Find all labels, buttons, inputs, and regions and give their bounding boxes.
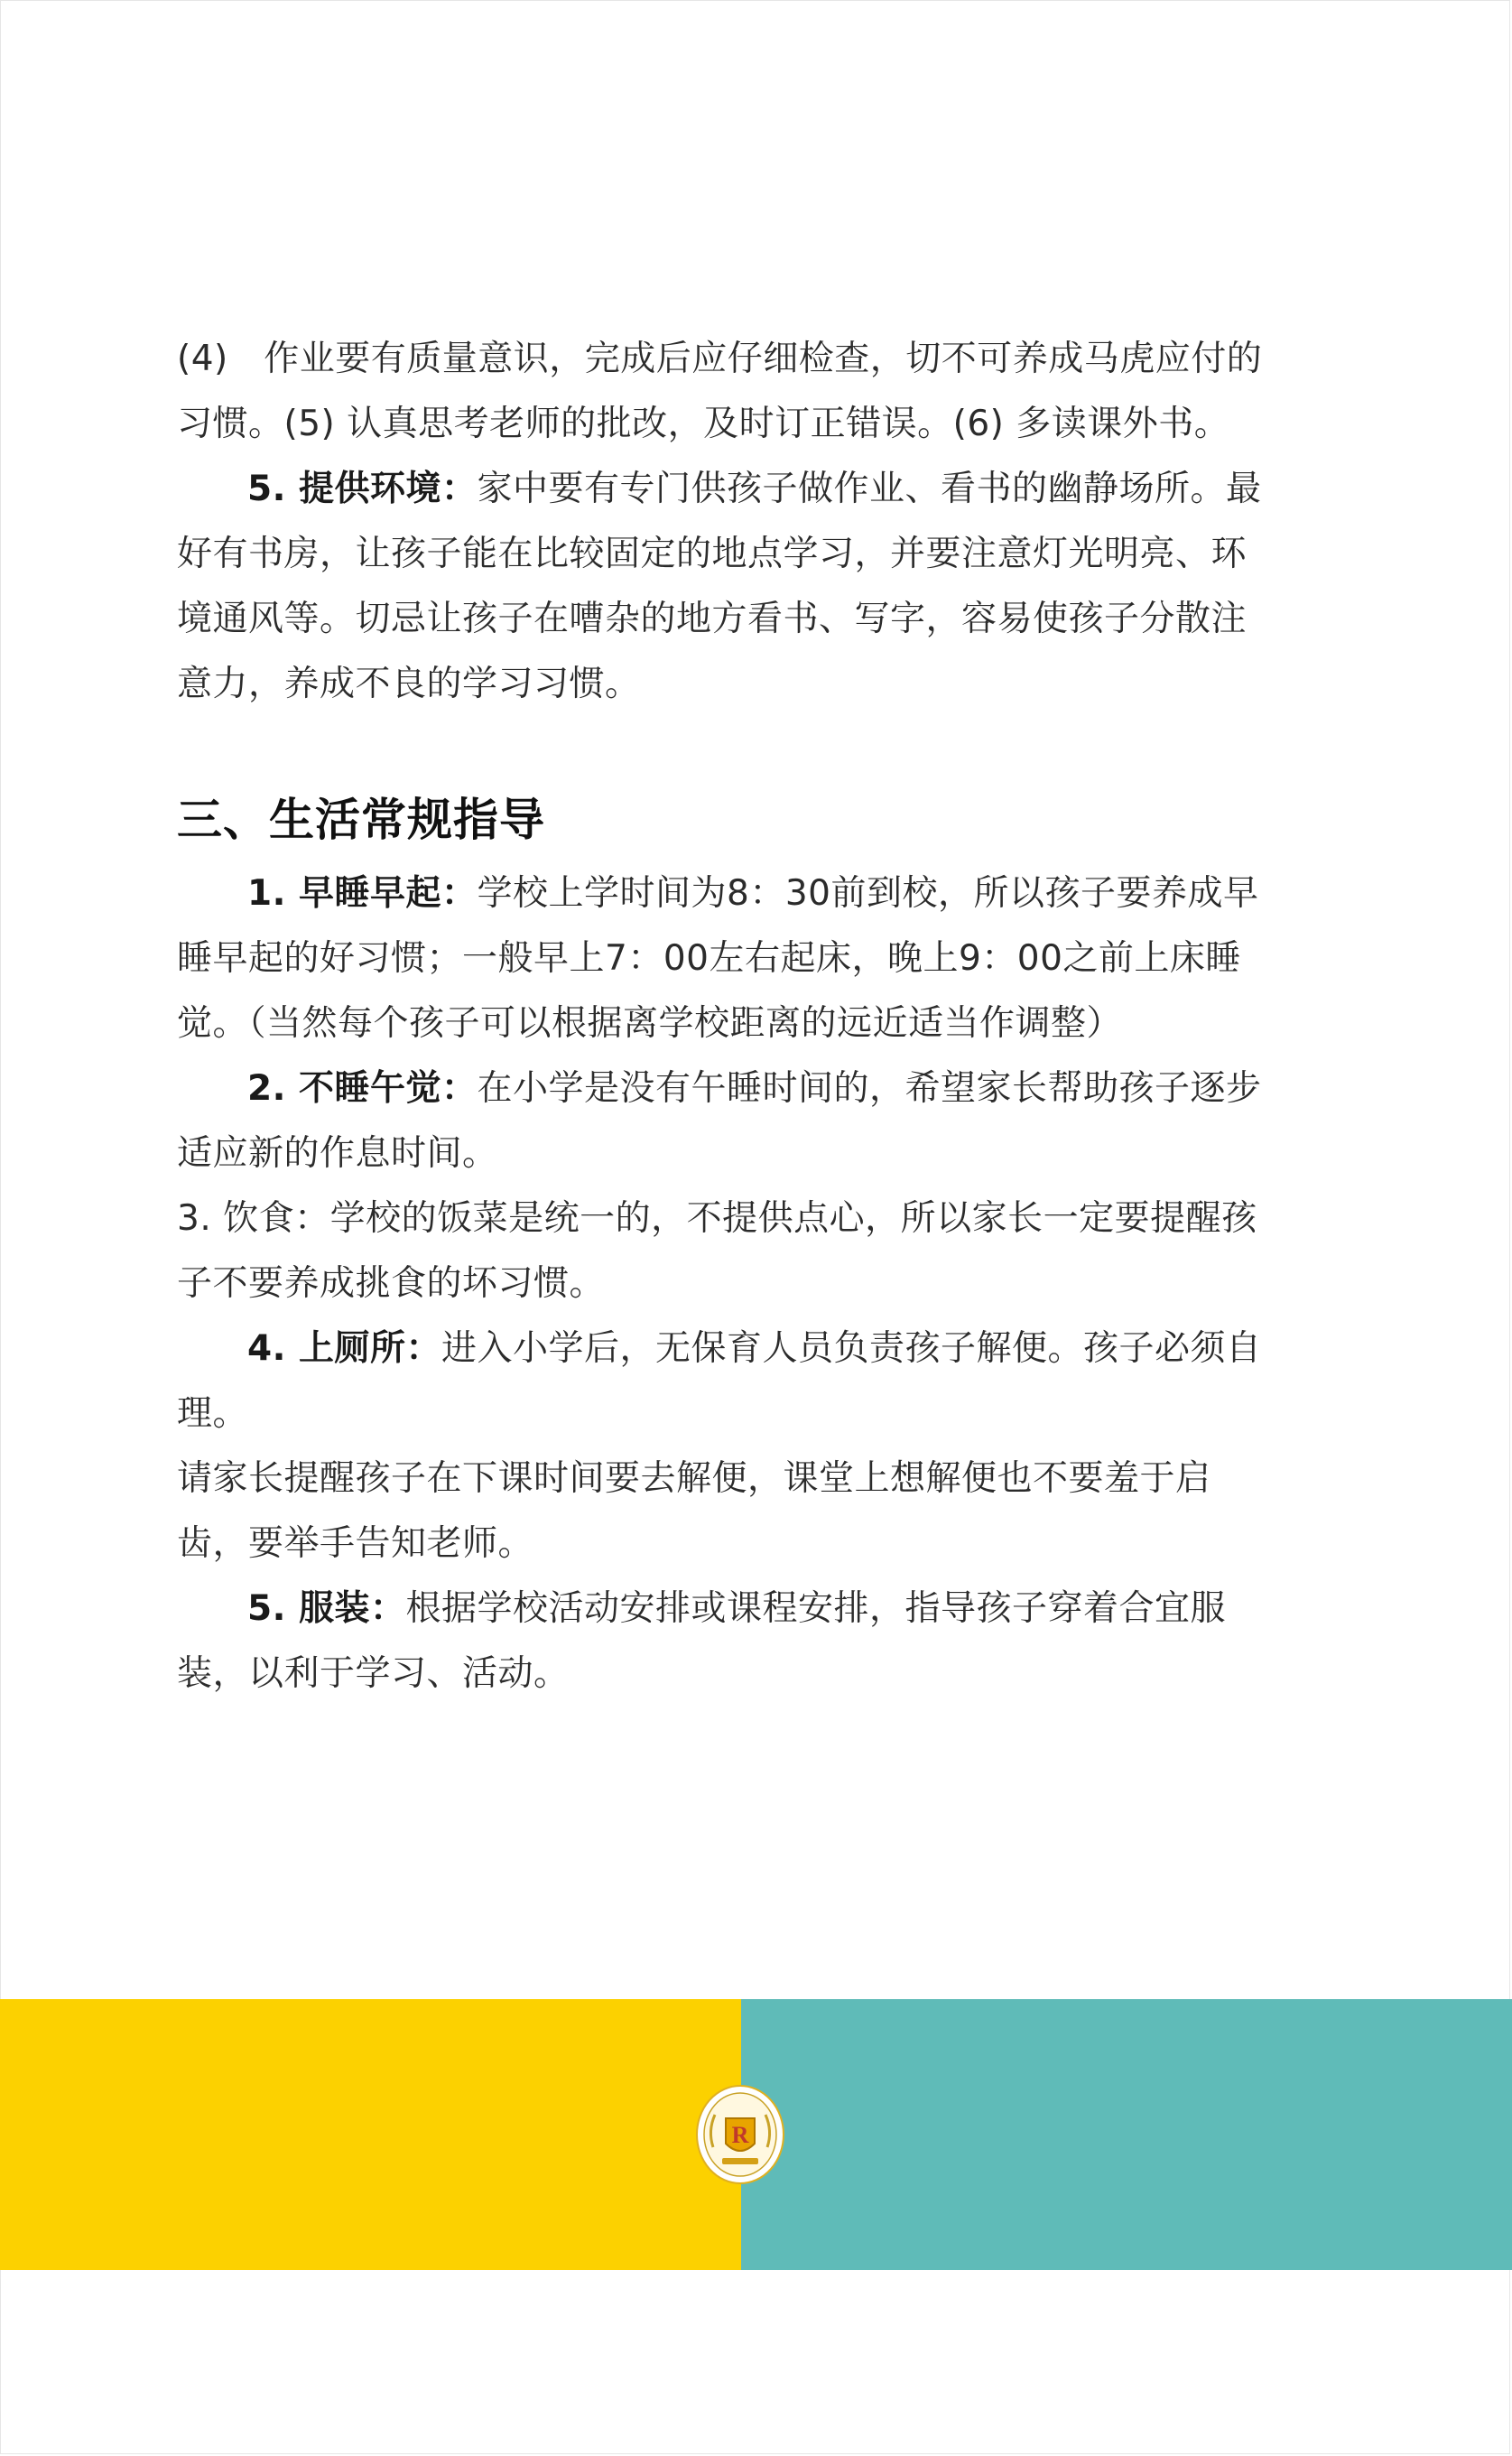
paragraph-lead: 2. 不睡午觉：: [247, 1068, 478, 1109]
paragraph-text: 进入小学后，无保育人员负责孩子解便。孩子必须自理。: [177, 1328, 1262, 1434]
paragraph-text: 学校上学时间为8：30前到校，所以孩子要养成早睡早起的好习惯；一般早上7：00左右起床，晚上9：00之前上床睡觉。（当然每个孩子可以根据离学校距离的远近适当作调整）: [177, 873, 1259, 1044]
paragraph-no-nap: [177, 1056, 1278, 1186]
paragraph-lead: 5. 提供环境：: [247, 469, 478, 509]
paragraph-lead: 1. 早睡早起：: [247, 873, 478, 914]
paragraph-text: (4) 作业要有质量意识，完成后应仔细检查，切不可养成马虎应付的习惯。(5) 认真思考老师的批改，及时订正错误。(6) 多读课外书。: [177, 339, 1263, 444]
paragraph-lead: 4. 上厕所：: [247, 1328, 442, 1369]
paragraph-restroom: [177, 1316, 1278, 1447]
document-body: [177, 327, 1278, 1707]
footer-band: [0, 1999, 1512, 2270]
paragraph-text: 请家长提醒孩子在下课时间要去解便，课堂上想解便也不要羞于启齿，要举手告知老师。: [177, 1458, 1211, 1564]
logo-letter: R: [731, 2122, 749, 2148]
section-heading: 三、生活常规指导: [177, 794, 545, 846]
paragraph-lead: 5. 服装：: [247, 1588, 406, 1629]
footer-teal-block: [741, 1999, 1512, 2270]
paragraph-environment: [177, 457, 1278, 717]
paragraph-sleep-schedule: [177, 861, 1278, 1056]
paragraph-clothing: [177, 1577, 1278, 1707]
footer-yellow-block: [0, 1999, 741, 2270]
paragraph-text: 在小学是没有午睡时间的，希望家长帮助孩子逐步适应新的作息时间。: [177, 1068, 1262, 1174]
paragraph-text: 家中要有专门供孩子做作业、看书的幽静场所。最好有书房，让孩子能在比较固定的地点学习，并要注意灯光明亮、环境通风等。切忌让孩子在嘈杂的地方看书、写字，容易使孩子分散注意力，养成不良的学习习惯。: [177, 469, 1262, 704]
paragraph-restroom-reminder: [177, 1447, 1278, 1577]
paragraph-text: 3. 饮食：学校的饭菜是统一的，不提供点心，所以家长一定要提醒孩子不要养成挑食的坏习惯。: [177, 1198, 1257, 1304]
paragraph-homework-habits: [177, 327, 1278, 457]
paragraph-text: 根据学校活动安排或课程安排，指导孩子穿着合宜服装，以利于学习、活动。: [177, 1588, 1227, 1694]
school-crest-icon: [695, 2084, 785, 2185]
paragraph-diet: [177, 1186, 1278, 1316]
